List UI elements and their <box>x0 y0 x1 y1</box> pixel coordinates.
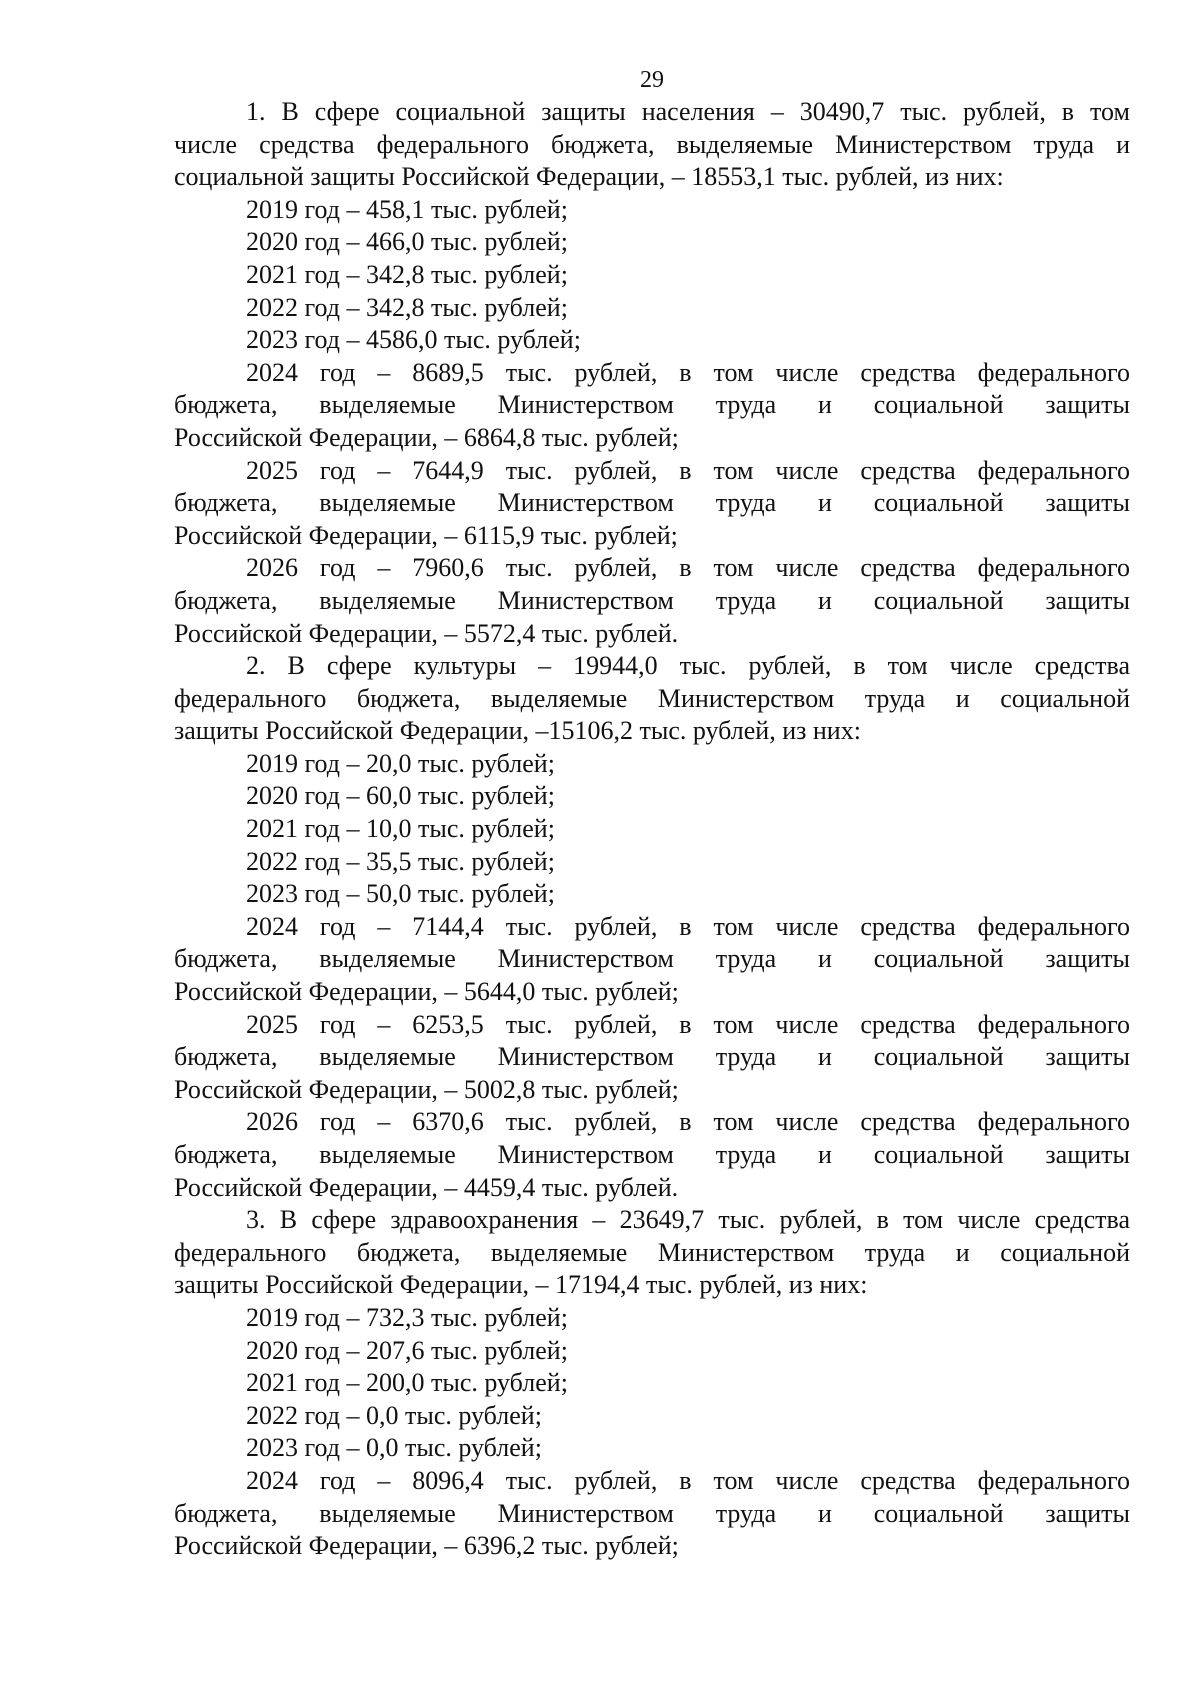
text-line: бюджета, выделяемые Министерством труда и социальной защиты <box>174 488 1130 518</box>
text-line: 2023 год – 4586,0 тыс. рублей; <box>246 325 581 355</box>
text-line: 2021 год – 342,8 тыс. рублей; <box>246 259 568 289</box>
text-line: Российской Федерации, – 5002,8 тыс. рублей; <box>174 1074 679 1104</box>
text-line: 2020 год – 60,0 тыс. рублей; <box>246 781 555 811</box>
text-line: защиты Российской Федерации, –15106,2 тыс. рублей, из них: <box>174 716 861 746</box>
text-line: Российской Федерации, – 5644,0 тыс. рублей; <box>174 977 679 1007</box>
text-line: Российской Федерации, – 6864,8 тыс. рублей; <box>174 422 679 452</box>
text-line: Российской Федерации, – 4459,4 тыс. рублей. <box>174 1172 679 1202</box>
text-line: 2. В сфере культуры – 19944,0 тыс. рублей, в том числе средства <box>246 651 1130 681</box>
text-line: Российской Федерации, – 6396,2 тыс. рублей; <box>174 1531 679 1561</box>
text-line: 2020 год – 466,0 тыс. рублей; <box>246 227 568 257</box>
text-line: 2024 год – 8689,5 тыс. рублей, в том числе средства федерального <box>246 357 1130 387</box>
text-line: федерального бюджета, выделяемые Министерством труда и социальной <box>174 1237 1130 1267</box>
text-line: 2026 год – 6370,6 тыс. рублей, в том числе средства федерального <box>246 1107 1130 1137</box>
text-line: 2022 год – 35,5 тыс. рублей; <box>246 846 555 876</box>
text-line: 3. В сфере здравоохранения – 23649,7 тыс. рублей, в том числе средства <box>246 1205 1130 1235</box>
text-line: 2024 год – 8096,4 тыс. рублей, в том числе средства федерального <box>246 1465 1130 1495</box>
text-line: Российской Федерации, – 6115,9 тыс. рублей; <box>174 520 678 550</box>
page-number: 29 <box>640 67 664 93</box>
text-line: 2023 год – 50,0 тыс. рублей; <box>246 879 555 909</box>
text-line: числе средства федерального бюджета, выделяемые Министерством труда и <box>174 129 1130 159</box>
text-line: социальной защиты Российской Федерации, – 18553,1 тыс. рублей, из них: <box>174 162 1004 192</box>
text-line: 2022 год – 342,8 тыс. рублей; <box>246 292 568 322</box>
text-line: 1. В сфере социальной защиты населения – 30490,7 тыс. рублей, в том <box>246 97 1130 126</box>
text-line: бюджета, выделяемые Министерством труда и социальной защиты <box>174 1140 1130 1169</box>
text-line: бюджета, выделяемые Министерством труда и социальной защиты <box>174 1498 1130 1528</box>
text-line: федерального бюджета, выделяемые Министерством труда и социальной <box>174 683 1130 713</box>
text-line: 2019 год – 20,0 тыс. рублей; <box>246 748 555 778</box>
text-line: 2021 год – 200,0 тыс. рублей; <box>246 1368 568 1398</box>
text-line: 2025 год – 6253,5 тыс. рублей, в том числе средства федерального <box>246 1009 1130 1039</box>
text-line: 2026 год – 7960,6 тыс. рублей, в том числе средства федерального <box>246 553 1130 583</box>
text-line: 2022 год – 0,0 тыс. рублей; <box>246 1400 542 1430</box>
text-line: 2023 год – 0,0 тыс. рублей; <box>246 1433 542 1463</box>
text-line: 2019 год – 732,3 тыс. рублей; <box>246 1302 568 1332</box>
text-line: 2024 год – 7144,4 тыс. рублей, в том числе средства федерального <box>246 911 1130 941</box>
text-line: бюджета, выделяемые Министерством труда и социальной защиты <box>174 944 1130 974</box>
text-line: защиты Российской Федерации, – 17194,4 тыс. рублей, из них: <box>174 1270 868 1300</box>
text-line: 2019 год – 458,1 тыс. рублей; <box>246 194 568 224</box>
text-line: 2025 год – 7644,9 тыс. рублей, в том числе средства федерального <box>246 455 1130 485</box>
text-line: 2021 год – 10,0 тыс. рублей; <box>246 814 555 844</box>
document-page <box>174 66 1130 1563</box>
text-line: Российской Федерации, – 5572,4 тыс. рублей. <box>174 618 679 648</box>
text-line: бюджета, выделяемые Министерством труда и социальной защиты <box>174 585 1130 615</box>
document-body <box>174 96 1130 1563</box>
text-line: бюджета, выделяемые Министерством труда и социальной защиты <box>174 390 1130 420</box>
text-line: бюджета, выделяемые Министерством труда и социальной защиты <box>174 1042 1130 1072</box>
text-line: 2020 год – 207,6 тыс. рублей; <box>246 1335 568 1365</box>
